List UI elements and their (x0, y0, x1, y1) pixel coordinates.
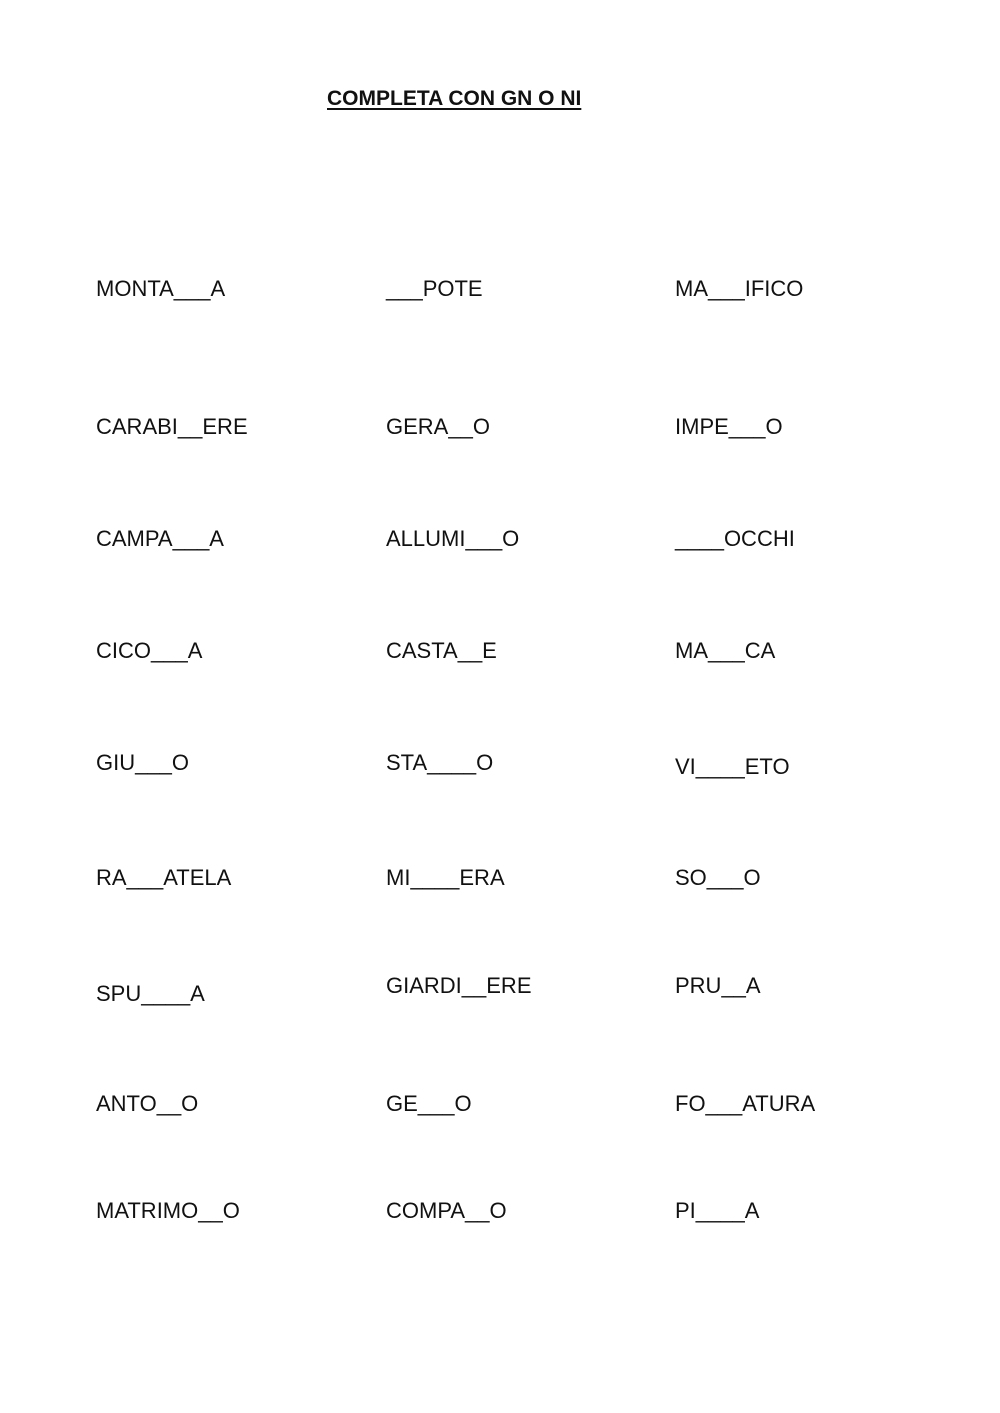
exercise-word: MONTA___A (96, 276, 226, 301)
exercise-word: CASTA__E (386, 638, 497, 663)
exercise-word: COMPA__O (386, 1198, 507, 1223)
exercise-word: MA___CA (675, 638, 776, 663)
exercise-word: ALLUMI___O (386, 526, 520, 551)
exercise-word: IMPE___O (675, 414, 783, 439)
exercise-word: RA___ATELA (96, 865, 232, 890)
exercise-word: PI____A (675, 1198, 760, 1223)
exercise-word: MATRIMO__O (96, 1198, 240, 1223)
exercise-word: SPU____A (96, 981, 205, 1006)
exercise-word: GE___O (386, 1091, 472, 1116)
exercise-word: VI____ETO (675, 754, 790, 779)
exercise-word: STA____O (386, 750, 494, 775)
exercise-word: PRU__A (675, 973, 761, 998)
exercise-word: MA___IFICO (675, 276, 804, 301)
exercise-word: ___POTE (386, 276, 483, 301)
exercise-word: ____OCCHI (675, 526, 795, 551)
exercise-word: GERA__O (386, 414, 490, 439)
exercise-word: GIARDI__ERE (386, 973, 532, 998)
exercise-word: CICO___A (96, 638, 203, 663)
exercise-word: MI____ERA (386, 865, 505, 890)
exercise-word: ANTO__O (96, 1091, 199, 1116)
worksheet-title: COMPLETA CON GN O NI (327, 87, 582, 110)
exercise-word: CAMPA___A (96, 526, 224, 551)
exercise-word: FO___ATURA (675, 1091, 816, 1116)
exercise-word: SO___O (675, 865, 761, 890)
exercise-word: GIU___O (96, 750, 189, 775)
exercise-word: CARABI__ERE (96, 414, 248, 439)
